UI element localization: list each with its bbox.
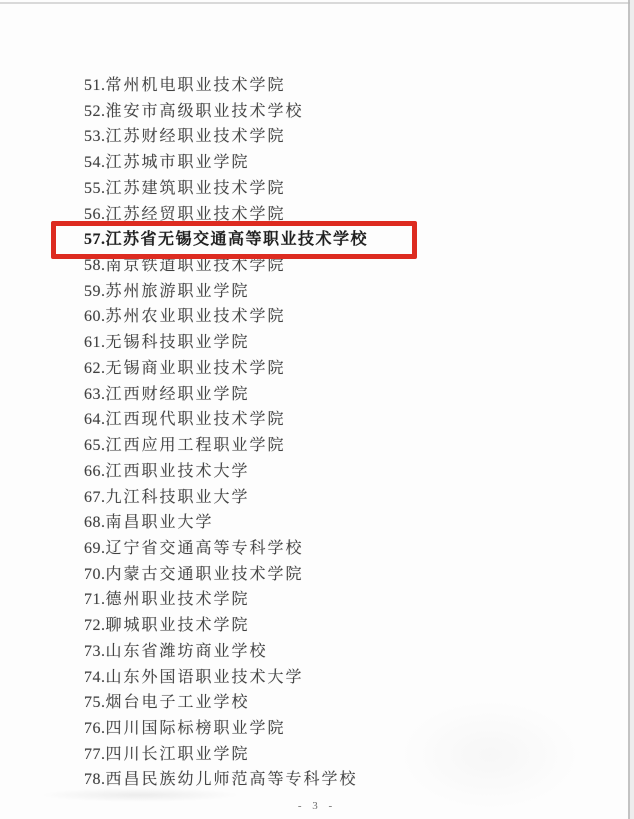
list-item [84,279,368,305]
school-name: 南京铁道职业技术学院 [105,257,286,275]
school-name: 淮安市高级职业技术学校 [105,102,304,120]
list-item-number: 68. [84,514,106,532]
school-name: 内蒙古交通职业技术学院 [105,565,304,583]
school-name: 南昌职业大学 [105,514,214,532]
school-name: 苏州旅游职业学院 [105,282,250,300]
list-item-number: 69. [84,539,106,557]
list-item [84,485,368,511]
school-name: 苏州农业职业技术学院 [105,308,286,326]
list-item-number: 70. [84,565,106,583]
school-name: 江西财经职业学院 [105,385,250,403]
list-item [84,330,368,356]
list-item [84,562,368,588]
list-item-number: 75. [84,694,106,712]
list-item [84,587,368,613]
list-item-number: 71. [84,591,106,609]
scan-top-edge-shadow [0,2,634,4]
list-item-number: 72. [84,617,106,635]
list-item-number: 52. [84,102,106,120]
list-item [84,510,368,536]
school-name: 山东外国语职业技术大学 [105,668,304,686]
list-item [84,742,368,768]
school-name: 辽宁省交通高等专科学校 [105,539,304,557]
list-item [84,73,368,99]
school-name: 九江科技职业大学 [105,488,250,506]
list-item [84,407,368,433]
school-name: 无锡商业职业技术学院 [105,359,286,377]
school-name: 德州职业技术学院 [105,591,250,609]
list-item [84,716,368,742]
list-item-number: 57. [84,231,106,249]
list-item [84,459,368,485]
school-name: 西昌民族幼儿师范高等专科学校 [105,771,358,789]
school-name: 江苏省无锡交通高等职业技术学校 [105,231,369,249]
list-item-number: 59. [84,282,106,300]
school-name: 聊城职业技术学院 [105,617,250,635]
list-item [84,613,368,639]
school-name: 江苏城市职业学院 [105,154,250,172]
list-item-number: 58. [84,257,106,275]
school-name: 江西应用工程职业学院 [105,437,286,455]
list-item [84,690,368,716]
list-item [84,253,368,279]
list-item [84,665,368,691]
page-number: - 3 - [297,800,337,812]
list-item-number: 74. [84,668,106,686]
scan-smudge [400,700,580,810]
school-name: 无锡科技职业学院 [105,334,250,352]
list-item [84,150,368,176]
list-item-number: 62. [84,359,106,377]
list-item-number: 66. [84,462,106,480]
school-name: 江苏经贸职业技术学院 [105,205,286,223]
list-item-number: 53. [84,128,106,146]
school-name: 山东省潍坊商业学校 [105,642,268,660]
list-item [84,767,368,793]
list-item [84,304,368,330]
list-item-number: 78. [84,771,106,789]
list-item [84,99,368,125]
school-name: 江苏建筑职业技术学院 [105,179,286,197]
list-item [84,433,368,459]
list-item-number: 56. [84,205,106,223]
list-item [84,382,368,408]
list-item-number: 61. [84,334,106,352]
list-item-number: 67. [84,488,106,506]
list-item-number: 55. [84,179,106,197]
school-name: 常州机电职业技术学院 [105,77,286,94]
scan-right-margin [630,0,634,819]
school-list [84,73,368,793]
list-item-number: 65. [84,437,106,455]
school-name: 江西职业技术大学 [105,462,250,480]
school-name: 四川长江职业学院 [105,745,250,763]
list-item [84,227,368,253]
list-item [84,639,368,665]
list-item-number: 73. [84,642,106,660]
list-item-number: 77. [84,745,106,763]
list-item-number: 51. [84,77,106,94]
list-item-number: 76. [84,719,106,737]
school-name: 四川国际标榜职业学院 [105,719,286,737]
list-item-number: 54. [84,154,106,172]
list-item-number: 64. [84,411,106,429]
list-item-number: 60. [84,308,106,326]
school-name: 烟台电子工业学校 [105,694,250,712]
list-item-number: 63. [84,385,106,403]
list-item [84,124,368,150]
school-name: 江苏财经职业技术学院 [105,128,286,146]
school-name: 江西现代职业技术学院 [105,411,286,429]
list-item [84,176,368,202]
list-item [84,202,368,228]
list-item [84,536,368,562]
list-item [84,356,368,382]
